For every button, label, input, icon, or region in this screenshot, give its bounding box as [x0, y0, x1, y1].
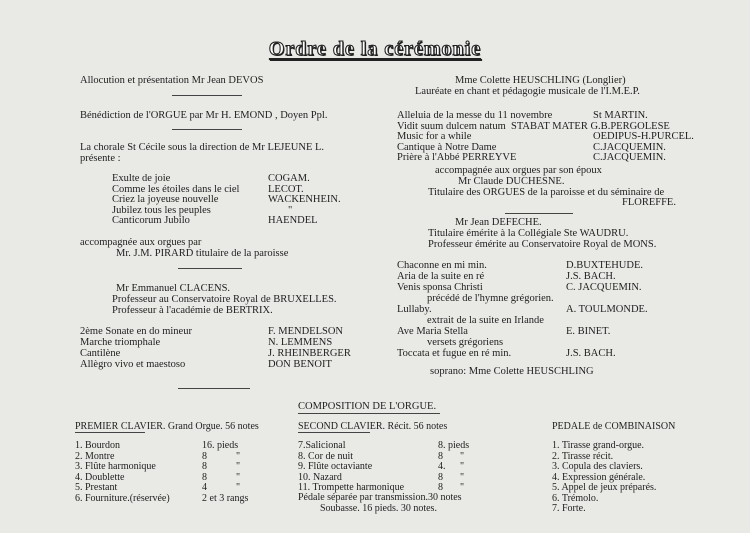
heuschling-piece-composer: St MARTIN. — [593, 110, 648, 121]
pedale-combinaison-header: PEDALE de COMBINAISON — [552, 421, 676, 432]
clacens-name: Mr Emmanuel CLACENS. — [116, 283, 231, 294]
second-clavier-header: SECOND CLAVIER. Récit. 56 notes — [298, 421, 448, 432]
clacens-piece-composer: DON BENOIT — [268, 359, 332, 370]
pedale-item: 5. Appel de jeux préparés. — [552, 482, 657, 493]
stop-size: 8 — [202, 450, 207, 462]
chorale-piece-composer: COGAM. — [268, 173, 310, 184]
defeche-title-1: Titulaire émérite à la Collégiale Ste WAUDRU. — [428, 228, 629, 239]
second-underline — [298, 432, 370, 433]
stop-mark: " — [460, 461, 465, 472]
heuschling-piece-title: Prière à l'Abbé PERREYVE — [397, 152, 517, 163]
chorale-piece-title: Comme les étoiles dans le ciel — [112, 183, 240, 195]
chorale-piece-composer: " — [288, 204, 293, 216]
stop-size: 16. pieds — [202, 440, 239, 451]
defeche-piece-title: Aria de la suite en ré — [397, 271, 485, 282]
defeche-piece-title: Lullaby. — [397, 304, 432, 315]
divider — [172, 95, 242, 96]
defeche-piece-composer: D.BUXTEHUDE. — [566, 260, 643, 271]
clacens-piece-composer: J. RHEINBERGER — [268, 348, 351, 359]
defeche-name: Mr Jean DEFECHE. — [455, 217, 542, 228]
stop-size: 8 — [202, 461, 207, 472]
stop-name: 1. Bourdon — [75, 440, 120, 451]
stop-mark: " — [460, 450, 465, 462]
composition-underline — [298, 413, 440, 414]
chorale-piece-composer: WACKENHEIN. — [268, 194, 341, 205]
clacens-piece-title: 2ème Sonate en do mineur — [80, 326, 192, 337]
pedale-item: 6. Trémolo. — [552, 492, 599, 504]
accompaniment-line: accompagnée aux orgues par — [80, 237, 202, 248]
heuschling-piece-composer: C.JACQUEMIN. — [593, 152, 666, 163]
clacens-piece-title: Cantilène — [80, 348, 121, 359]
stop-name: 8. Cor de nuit — [298, 450, 353, 462]
heuschling-piece-composer: STABAT MATER G.B.PERGOLESE — [511, 120, 670, 132]
heuschling-piece-composer: OEDIPUS-H.PURCEL. — [593, 131, 694, 142]
defeche-piece-title: Toccata et fugue en ré min. — [397, 348, 512, 359]
benediction-line: Bénédiction de l'ORGUE par Mr H. EMOND , Doyen Ppl. — [80, 110, 328, 121]
clacens-piece-composer: N. LEMMENS — [268, 337, 333, 348]
pedale-item: 2. Tirasse récit. — [552, 450, 614, 462]
heuschling-name: Mme Colette HEUSCHLING (Longlier) — [455, 75, 626, 86]
stop-size: 8 — [438, 471, 443, 483]
clacens-title-2: Professeur à l'académie de BERTRIX. — [112, 305, 273, 316]
chorale-piece-title: Criez la joyeuse nouvelle — [112, 194, 219, 205]
chorale-piece-composer: LECOT. — [268, 183, 304, 195]
stop-mark: " — [460, 482, 465, 493]
heuschling-piece-title: Alleluia de la messe du 11 novembre — [397, 110, 553, 121]
premier-underline — [75, 432, 145, 433]
duchesne-line-4: FLOREFFE. — [622, 197, 676, 208]
heuschling-piece-title: Music for a while — [397, 131, 472, 142]
pedale-item: 3. Copula des claviers. — [552, 461, 643, 472]
stop-mark: " — [236, 482, 241, 493]
duchesne-line-2: Mr Claude DUCHESNE. — [458, 176, 565, 187]
stop-name: 7.Salicional — [298, 440, 346, 451]
stop-size: 4 — [202, 482, 207, 493]
stop-mark: " — [236, 450, 241, 462]
stop-size: 8 — [438, 482, 443, 493]
stop-mark: " — [236, 461, 241, 472]
stop-mark: " — [236, 471, 241, 483]
stop-name: 11. Trompette harmonique — [298, 482, 405, 493]
stop-name: 6. Fourniture.(réservée) — [75, 492, 170, 504]
allocution-line: Allocution et présentation Mr Jean DEVOS — [80, 75, 264, 86]
stop-size: 8. pieds — [438, 440, 470, 451]
heuschling-title: Lauréate en chant et pédagogie musicale de l'I.M.E.P. — [415, 86, 640, 97]
pedale-item: 7. Forte. — [552, 503, 586, 514]
soprano-line: soprano: Mme Colette HEUSCHLING — [430, 366, 594, 377]
chorale-presents: présente : — [80, 153, 121, 164]
chorale-piece-title: Canticorum Jubilo — [112, 215, 190, 226]
stop-size: 4. — [438, 461, 446, 472]
page-title: Ordre de la cérémonie — [268, 38, 482, 60]
defeche-piece-composer: A. TOULMONDE. — [566, 304, 648, 315]
stop-name: 10. Nazard — [298, 471, 342, 483]
defeche-piece-composer: J.S. BACH. — [566, 271, 616, 282]
clacens-piece-composer: F. MENDELSON — [268, 326, 343, 337]
heuschling-piece-title: Cantique à Notre Dame — [397, 141, 497, 153]
premier-clavier-header: PREMIER CLAVIER. Grand Orgue. 56 notes — [75, 421, 259, 432]
heuschling-piece-composer: C.JACQUEMIN. — [593, 141, 666, 153]
pedale-separee: Pédale séparée par transmission.30 notes — [298, 492, 462, 503]
chorale-piece-composer: HAENDEL — [268, 215, 318, 226]
accompanist-line: Mr. J.M. PIRARD titulaire de la paroisse — [116, 248, 289, 259]
stop-name: 2. Montre — [75, 450, 115, 462]
divider — [178, 388, 250, 389]
divider — [505, 213, 573, 214]
defeche-piece-title: versets grégoriens — [427, 337, 504, 348]
defeche-piece-title: extrait de la suite en Irlande — [427, 315, 544, 326]
divider — [172, 129, 242, 130]
pedale-item: 4. Expression générale. — [552, 471, 646, 483]
defeche-piece-title: précédé de l'hymne grégorien. — [427, 293, 554, 304]
stop-name: 3. Flûte harmonique — [75, 461, 156, 472]
defeche-piece-composer: C. JACQUEMIN. — [566, 282, 642, 293]
defeche-title-2: Professeur émérite au Conservatoire Royal de MONS. — [428, 239, 657, 250]
composition-heading: COMPOSITION DE L'ORGUE. — [298, 401, 437, 412]
stop-name: 9. Flûte octaviante — [298, 461, 373, 472]
stop-mark: " — [460, 471, 465, 483]
defeche-piece-title: Venis sponsa Christi — [397, 282, 483, 293]
duchesne-line-1: accompagnée aux orgues par son époux — [435, 165, 602, 176]
clacens-piece-title: Allègro vivo et maestoso — [80, 359, 186, 370]
soubasse: Soubasse. 16 pieds. 30 notes. — [320, 503, 437, 514]
heuschling-piece-title: Vidit suum dulcem natum — [397, 120, 506, 132]
defeche-piece-composer: E. BINET. — [566, 326, 611, 337]
clacens-title-1: Professeur au Conservatoire Royal de BRUXELLES. — [112, 294, 337, 305]
stop-name: 4. Doublette — [75, 471, 125, 483]
defeche-piece-title: Chaconne en mi min. — [397, 260, 487, 271]
duchesne-line-3: Titulaire des ORGUES de la paroisse et du séminaire de — [428, 187, 665, 198]
clacens-piece-title: Marche triomphale — [80, 337, 161, 348]
stop-name: 5. Prestant — [75, 482, 118, 493]
defeche-piece-title: Ave Maria Stella — [397, 326, 468, 337]
chorale-piece-title: Exulte de joie — [112, 173, 171, 184]
defeche-piece-composer: J.S. BACH. — [566, 348, 616, 359]
pedale-item: 1. Tirasse grand-orgue. — [552, 440, 645, 451]
chorale-line: La chorale St Cécile sous la direction de Mr LEJEUNE L. — [80, 142, 325, 153]
stop-size: 8 — [202, 471, 207, 483]
stop-size: 8 — [438, 450, 443, 462]
stop-size: 2 et 3 rangs — [202, 492, 249, 504]
divider — [178, 268, 242, 269]
chorale-piece-title: Jubilez tous les peuples — [112, 204, 211, 216]
